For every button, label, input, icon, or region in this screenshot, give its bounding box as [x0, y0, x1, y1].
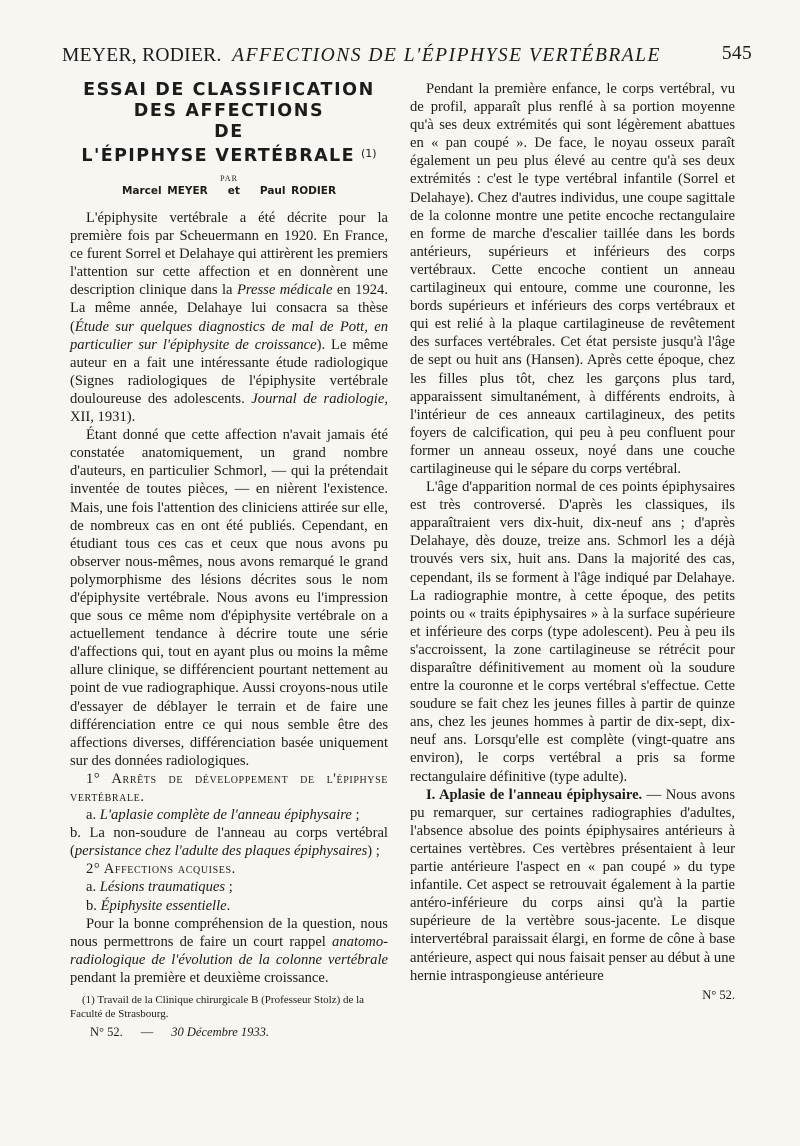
text-run: ). Le même auteur en a fait une intéressante étude radiologique (Signes radiologiques de l'épiphysite vertébrale douloureuse des adolescents. — [70, 336, 388, 407]
paragraph-rappel — [70, 915, 388, 987]
classification-heading-1: 1° Arrêts de développement de l'épiphyse vertébrale. — [70, 770, 388, 805]
text-run-italic: anatomo-radiologique de l'évolution de la colonne vertébrale — [70, 933, 388, 968]
right-body — [410, 80, 735, 985]
issue-dash: — — [140, 1025, 154, 1040]
section-aplasie — [410, 786, 735, 985]
author-1: Marcel MEYER — [121, 185, 208, 197]
text-run: , XII, 1931). — [70, 390, 388, 426]
page-number: 545 — [721, 43, 752, 64]
text-run-italic: Étude sur quelques diagnostics de mal de Pott, en particulier sur l'épiphysite de croissance — [70, 318, 388, 353]
text-run: — Nous avons pu remarquer, sur certaines radiographies d'adultes, l'absence absolue des points épiphysaires antérieurs à certaines vertèbres. Ces vertèbres présentaient à leur partie antérieure l'aspect en « pan coupé » du type infantile. Cet aspect se retrouvait également à la partie antéro-inférieure du corps ainsi qu'à la partie supérieure de la vertèbre sous-jacente. Le disque intervertébral paraissait élargi, en forme de cône à base antérieure, aspect qui nous faisait penser au début à une hernie intraspongieuse antérieure — [410, 786, 735, 984]
classification-item-1b — [70, 824, 388, 860]
text-run: ; — [225, 879, 233, 896]
left-body — [70, 209, 388, 987]
title-line-2: DES AFFECTIONS — [133, 101, 325, 121]
text-run: b. La non-soudure de l'anneau au corps vertébral ( — [70, 825, 388, 860]
classification-item-1a — [70, 806, 388, 824]
folio-wrap — [410, 985, 735, 1003]
issue-line — [90, 1025, 388, 1040]
text-run: ; — [351, 807, 360, 824]
title-line-3: DE — [214, 122, 244, 142]
classification-item-2b — [70, 897, 388, 915]
right-column — [410, 80, 735, 1003]
paragraph-age-appearance: L'âge d'apparition normal de ces points épiphysaires est très controversé. D'après les classiques, ils apparaîtraient vers dix-huit, dix-neuf ans ; d'après Delahaye, dès douze, treize ans. Schmorl les a déjà trouvés vers six, huit ans. Dans la majorité des cas, cependant, ils se forment à l'âge indiqué par Delahaye. La radiographie montre, à cette époque, des petits points ou « traits épiphysaires » à la surface supérieure et inférieure des corps (type adolescent). Peu à peu ils s'accroissent, la zone cartilagineuse se rétrécit pour disparaître définitivement au moment où la soudure entre la couronne et le corps vertébral s'effectue. Cette soudure se fait chez les jeunes filles à partir de quinze ans, chez les jeunes hommes à partir de dix-sept, dix-neuf ans. Lorsqu'elle est complète (vingt-quatre ans environ), le corps vertébral a pris sa forme rectangulaire définitive (type adulte). — [410, 479, 735, 785]
title-line-1: ESSAI DE CLASSIFICATION — [83, 80, 375, 100]
footnote: (1) Travail de la Clinique chirurgicale B (Professeur Stolz) de la Faculté de Strasbourg. — [70, 994, 365, 1021]
byline — [70, 185, 388, 197]
text-run-italic: Épiphysite essentielle — [100, 897, 227, 914]
text-run-italic: Journal de radiologie — [251, 390, 385, 407]
text-run: . — [226, 897, 231, 914]
title-line-4-text: L'ÉPIPHYSE VERTÉBRALE — [81, 146, 355, 166]
footnote-mark: (1) — [360, 147, 377, 160]
header-title: AFFECTIONS DE L'ÉPIPHYSE VERTÉBRALE — [232, 45, 661, 66]
left-column — [70, 80, 388, 1040]
paragraph-context: Étant donné que cette affection n'avait jamais été constatée anatomiquement, un grand nombre d'auteurs, en particulier Schmorl, — qui la prétendait inventée de toutes pièces, — en nièrent l'existence. Mais, une fois l'attention des cliniciens attirée sur elle, de nombreux cas en ont été publiés. Cependant, en étudiant tous ces cas et ceux que nous avons pu observer nous-mêmes, nous avons remarqué le grand polymorphisme des lésions décrites sous le nom d'épiphysite vertébrale. Nous avons eu l'impression que sous ce même nom d'épiphysite vertébrale on a actuellement tendance à décrire toute une série d'affections qui, tout en ayant plus ou moins la même allure clinique, se différencient pourtant nettement au point de vue radiographique. Aussi croyons-nous utile d'essayer de déblayer le terrain et de faire une différenciation entre ce qui nous semble être des affections diverses, différenciation basée uniquement sur des données radiologiques. — [70, 427, 388, 769]
issue-date: 30 Décembre 1933. — [171, 1025, 270, 1040]
paragraph-first-childhood: Pendant la première enfance, le corps vertébral, vu de profil, apparaît plus renflé à sa portion moyenne qu'à ses deux extrémités qui sont légèrement abattues en « pan coupé ». De face, le noyau osseux paraît également un peu plus élevé au centre qu'à ses deux extrémités : c'est le type vertébral infantile (Sorrel et Delahaye). Chez d'autres individus, une coupe sagittale de la colonne montre une petite encoche rectangulaire en forme de marche d'escalier taillée dans les bords antérieurs, supérieurs et inférieurs des corps vertébraux. Cette encoche contient un anneau cartilagineux qui entoure, comme une couronne, les bords supérieurs et inférieurs des corps vertébraux et qui est relié à la plaque cartilagineuse de revêtement des surfaces vertébrales. Cet état persiste jusqu'à l'âge de sept ou huit ans (Hansen). Après cette époque, chez les filles plus tôt, chez les garçons plus tard, apparaissent simultanément, à différents endroits, à l'intérieur de ces anneaux cartilagineux, des petits foyers de calcification, qui peu à peu confluent pour former un anneau osseux, noyé dans une couche cartilagineuse qui le sépare du corps vertébral. — [410, 81, 735, 477]
text-run-italic: Presse médicale — [236, 282, 333, 299]
text-run-italic: persistance chez l'adulte des plaques épiphysaires — [74, 843, 368, 860]
par-label: PAR — [220, 174, 238, 183]
paragraph-intro — [70, 209, 388, 426]
author-2: Paul RODIER — [259, 185, 337, 197]
text-run: ) ; — [367, 843, 380, 860]
issue-number: N° 52. — [90, 1025, 123, 1040]
classification-heading-2: 2° Affections acquises. — [86, 861, 236, 878]
text-run: en 1924. La même année, Delahaye lui consacra sa thèse ( — [70, 282, 388, 335]
text-run: Pour la bonne compréhension de la question, nous nous permettrons de faire un court rappel — [70, 915, 388, 950]
text-run: b. — [86, 897, 101, 914]
byline-et: et — [227, 185, 240, 197]
article-title — [70, 80, 388, 167]
issue-folio: N° 52. — [702, 987, 735, 1002]
text-run: a. — [86, 807, 100, 824]
classification-item-2a — [70, 878, 388, 896]
text-run-italic: L'aplasie complète de l'anneau épiphysaire — [99, 807, 352, 824]
text-run-italic: Lésions traumatiques — [99, 879, 226, 896]
header-authors: MEYER, RODIER. — [62, 45, 222, 66]
running-header — [62, 43, 752, 73]
text-run: L'épiphysite vertébrale a été décrite pour la première fois par Scheuermann en 1920. En France, ce furent Sorrel et Delahaye qui attirèrent les premiers l'attention sur cette affection et en donnèrent une description clinique dans la — [70, 210, 388, 299]
title-line-4 — [70, 143, 388, 167]
text-run: a. — [86, 879, 100, 896]
section-heading: I. Aplasie de l'anneau épiphysaire. — [426, 786, 643, 803]
text-run: pendant la première et deuxième croissance. — [70, 969, 329, 986]
